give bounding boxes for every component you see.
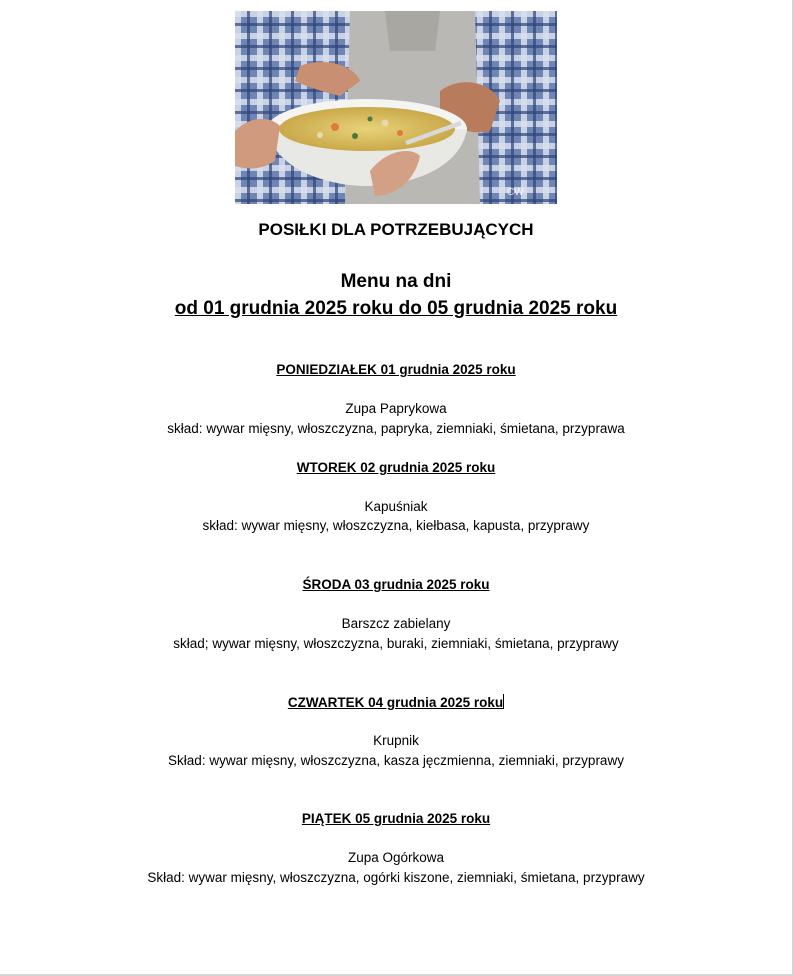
watermark-logo: CW: [507, 187, 524, 198]
page-title: POSIŁKI DLA POTRZEBUJĄCYCH: [258, 220, 534, 239]
ingredients-tuesday: skład: wywar mięsny, włoszczyzna, kiełbasa, kapusta, przyprawy: [202, 518, 590, 533]
dish-monday: Zupa Paprykowa: [345, 401, 447, 416]
ingredients-monday: skład: wywar mięsny, włoszczyzna, papryka, ziemniaki, śmietana, przyprawa: [167, 421, 625, 436]
soup-bowl-photo: [235, 11, 557, 204]
date-range: od 01 grudnia 2025 roku do 05 grudnia 2025 roku: [174, 298, 618, 319]
dish-thursday: Krupnik: [373, 733, 419, 748]
menu-label: Menu na dni: [340, 271, 452, 292]
day-heading-tuesday: WTOREK 02 grudnia 2025 roku: [296, 460, 496, 475]
day-heading-thursday[interactable]: [0, 694, 792, 710]
day-heading-wednesday: ŚRODA 03 grudnia 2025 roku: [302, 577, 490, 592]
dish-tuesday: Kapuśniak: [364, 499, 428, 514]
ingredients-thursday: Skład: wywar mięsny, włoszczyzna, kasza jęczmienna, ziemniaki, przyprawy: [168, 753, 624, 768]
day-heading-friday: PIĄTEK 05 grudnia 2025 roku: [301, 811, 491, 826]
ingredients-wednesday: skład; wywar mięsny, włoszczyzna, buraki, ziemniaki, śmietana, przyprawy: [173, 636, 619, 651]
dish-friday: Zupa Ogórkowa: [347, 850, 445, 865]
dish-wednesday: Barszcz zabielany: [341, 616, 451, 631]
text-cursor: [503, 694, 504, 709]
day-heading-thursday-text: CZWARTEK 04 grudnia 2025 roku: [287, 695, 504, 710]
day-heading-monday: PONIEDZIAŁEK 01 grudnia 2025 roku: [276, 362, 516, 377]
ingredients-friday: Skład: wywar mięsny, włoszczyzna, ogórki kiszone, ziemniaki, śmietana, przyprawy: [147, 870, 645, 885]
